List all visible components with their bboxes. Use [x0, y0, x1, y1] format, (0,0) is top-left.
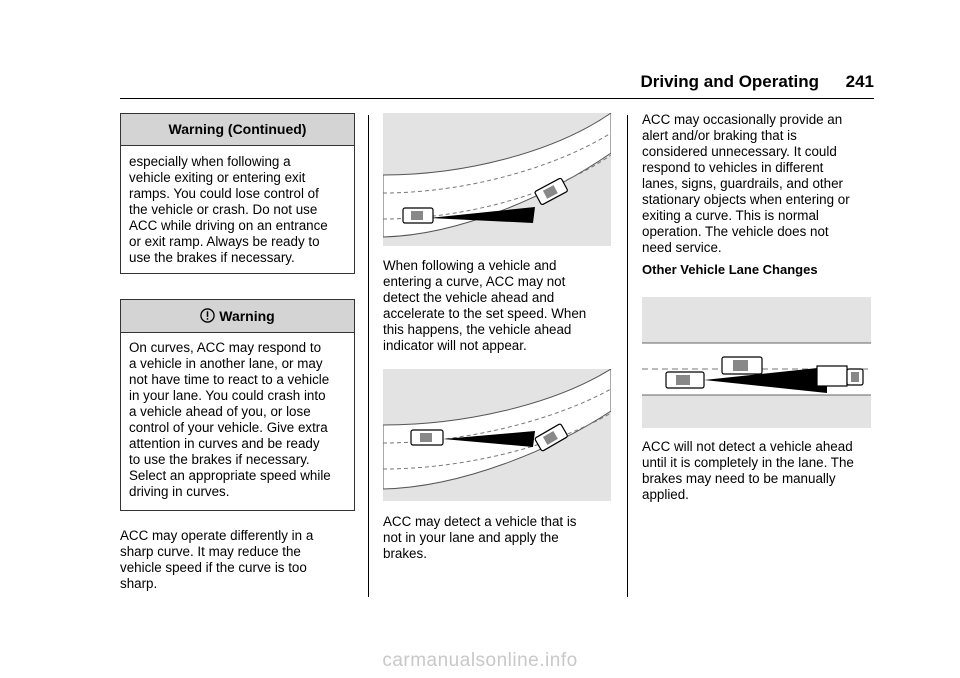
column-divider-2 — [627, 115, 628, 597]
page-number: 241 — [845, 72, 874, 91]
figure-curve-not-detected — [383, 113, 611, 246]
text-line: brakes. — [383, 546, 427, 561]
text-line: ACC may detect a vehicle that is — [383, 514, 577, 529]
text-line: Select an appropriate speed while — [129, 468, 331, 483]
figure-lane-change — [642, 297, 871, 428]
watermark: carmanualsonline.info — [382, 650, 578, 671]
text-line: On curves, ACC may respond to — [129, 340, 322, 355]
text-line: indicator will not appear. — [383, 338, 527, 353]
text-line: ACC may operate differently in a — [120, 528, 314, 543]
curve-paragraph — [120, 528, 360, 592]
text-line: attention in curves and be ready — [129, 436, 320, 451]
text-line: a vehicle ahead of you, or lose — [129, 404, 311, 419]
warning-continued-title: Warning (Continued) — [121, 114, 354, 146]
warning-continued-box — [120, 113, 355, 274]
column-divider-1 — [368, 115, 369, 597]
lane-changing-vehicle-icon — [722, 357, 762, 374]
text-line: alert and/or braking that is — [642, 128, 797, 143]
text-line: ACC will not detect a vehicle ahead — [642, 439, 853, 454]
text-line: lanes, signs, guardrails, and other — [642, 176, 843, 191]
text-line: in your lane. You could crash into — [129, 388, 326, 403]
text-line: this happens, the vehicle ahead — [383, 322, 572, 337]
text-line: respond to vehicles in different — [642, 160, 824, 175]
warning-box — [120, 299, 355, 511]
text-line: sharp curve. It may reduce the — [120, 544, 301, 559]
text-line: vehicle exiting or entering exit — [129, 170, 306, 185]
curve-follow-paragraph — [383, 258, 623, 354]
truck-ahead-icon — [817, 366, 863, 386]
text-line: especially when following a — [129, 154, 291, 169]
text-line: applied. — [642, 487, 689, 502]
page-header — [120, 70, 874, 98]
header-rule — [120, 98, 874, 99]
text-line: detect the vehicle ahead and — [383, 290, 555, 305]
other-lane-paragraph — [383, 514, 623, 562]
text-line: control of your vehicle. Give extra — [129, 420, 328, 435]
text-line: a vehicle in another lane, or may — [129, 356, 323, 371]
text-line: exiting a curve. This is normal — [642, 208, 819, 223]
lane-change-paragraph — [642, 439, 882, 503]
text-line: When following a vehicle and — [383, 258, 557, 273]
text-line: accelerate to the set speed. When — [383, 306, 587, 321]
warning-symbol-icon — [200, 308, 215, 323]
text-line: ACC while driving on an entrance — [129, 218, 328, 233]
own-vehicle-icon — [411, 430, 443, 445]
text-line: driving in curves. — [129, 484, 230, 499]
text-line: entering a curve, ACC may not — [383, 274, 566, 289]
text-line: vehicle speed if the curve is too — [120, 560, 307, 575]
text-line: operation. The vehicle does not — [642, 224, 829, 239]
figure-curve-other-lane — [383, 369, 611, 501]
text-line: considered unnecessary. It could — [642, 144, 837, 159]
text-line: until it is completely in the lane. The — [642, 455, 854, 470]
unnecessary-alert-paragraph — [642, 112, 882, 256]
text-line: not have time to react to a vehicle — [129, 372, 330, 387]
warning-title: Warning — [219, 308, 275, 324]
warning-continued-text — [121, 146, 354, 266]
warning-title-row — [121, 300, 354, 333]
text-line: sharp. — [120, 576, 158, 591]
warning-text — [121, 333, 354, 500]
text-line: ramps. You could lose control of — [129, 186, 319, 201]
subheading-lane-changes: Other Vehicle Lane Changes — [642, 262, 818, 277]
own-vehicle-icon — [403, 208, 433, 223]
text-line: or exit ramp. Always be ready to — [129, 234, 320, 249]
text-line: use the brakes if necessary. — [129, 250, 295, 265]
section-title: Driving and Operating — [640, 72, 819, 91]
text-line: not in your lane and apply the — [383, 530, 559, 545]
text-line: need service. — [642, 240, 722, 255]
own-vehicle-icon — [666, 372, 704, 388]
text-line: ACC may occasionally provide an — [642, 112, 843, 127]
text-line: stationary objects when entering or — [642, 192, 850, 207]
text-line: brakes may need to be manually — [642, 471, 836, 486]
text-line: the vehicle or crash. Do not use — [129, 202, 318, 217]
text-line: to use the brakes if necessary. — [129, 452, 310, 467]
